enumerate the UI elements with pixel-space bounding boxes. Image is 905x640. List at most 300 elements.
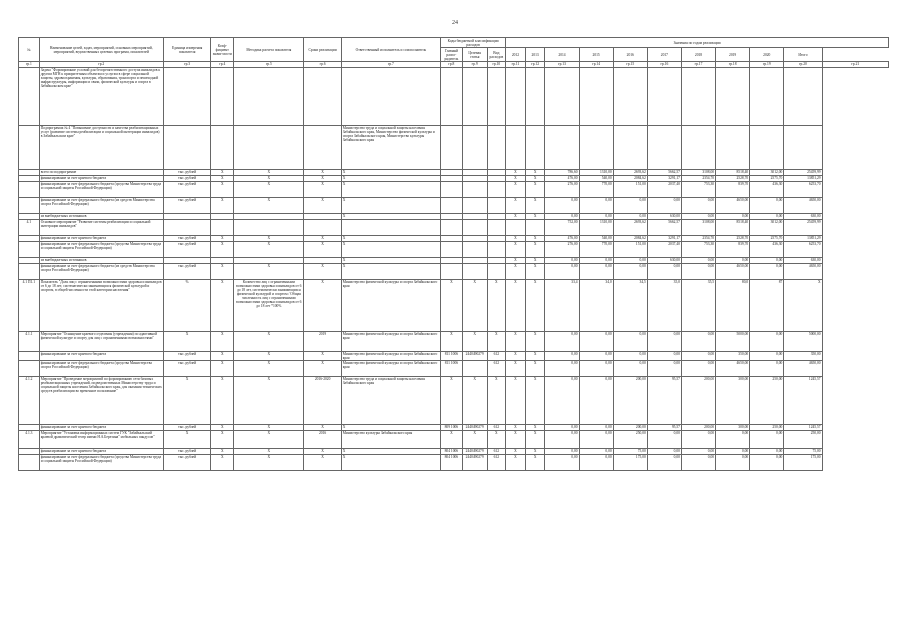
row-num bbox=[19, 455, 40, 471]
hdr-bc-type: Вид расходов bbox=[487, 48, 506, 62]
row-year-value: 3291,17 bbox=[647, 236, 681, 242]
row-name: финансирование за счет краевого бюджета bbox=[39, 449, 163, 455]
row-year-value: 0,00 bbox=[750, 264, 784, 280]
row-year-value: 0,00 bbox=[579, 214, 613, 220]
row-coef: X bbox=[211, 280, 234, 332]
row-total: X bbox=[784, 280, 822, 332]
row-unit: % bbox=[163, 280, 211, 332]
row-year-value: 0,00 bbox=[681, 264, 715, 280]
row-year-value bbox=[545, 126, 579, 170]
row-year-value: 0,00 bbox=[716, 258, 750, 264]
row-unit: тыс. рублей bbox=[163, 425, 211, 431]
row-unit: X bbox=[163, 377, 211, 425]
row-resp bbox=[341, 68, 440, 126]
row-year-value: X bbox=[506, 170, 526, 176]
table-row bbox=[19, 264, 889, 280]
row-coef bbox=[211, 126, 234, 170]
row-year-value: 0,00 bbox=[545, 425, 579, 431]
row-total: 630,00 bbox=[784, 214, 822, 220]
row-year-value bbox=[613, 126, 647, 170]
row-year-value: 0,00 bbox=[647, 449, 681, 455]
row-bc-section: 2440490279 bbox=[462, 352, 487, 361]
row-year-value: 300,00 bbox=[716, 377, 750, 425]
row-year-value: 0,00 bbox=[681, 455, 715, 471]
row-year-value: 5662,57 bbox=[647, 220, 681, 236]
row-year-value: 200,00 bbox=[613, 377, 647, 425]
row-year-value: 0,00 bbox=[545, 198, 579, 214]
hdr-coef: Коэф-фициент значи-мости bbox=[211, 38, 234, 62]
row-coef: X bbox=[211, 176, 234, 182]
hdr-year: 2020 bbox=[750, 48, 784, 62]
row-year-value: 0,00 bbox=[579, 449, 613, 455]
row-year-value: 770,00 bbox=[579, 182, 613, 198]
row-year-value: 5662,57 bbox=[647, 170, 681, 176]
table-row bbox=[19, 332, 889, 352]
row-num bbox=[19, 126, 40, 170]
row-coef: X bbox=[211, 352, 234, 361]
row-total: 1245,57 bbox=[784, 377, 822, 425]
row-year-value bbox=[579, 68, 613, 126]
row-year-value: X bbox=[506, 377, 526, 425]
row-year-value: 350,00 bbox=[716, 352, 750, 361]
row-bc-section bbox=[462, 264, 487, 280]
row-year-value: 0,00 bbox=[750, 449, 784, 455]
row-coef bbox=[211, 220, 234, 236]
row-name: финансирование за счет краевого бюджета bbox=[39, 176, 163, 182]
row-term: X bbox=[304, 264, 341, 280]
row-num: 4.1.1 bbox=[19, 332, 40, 352]
row-year-value: 0,00 bbox=[750, 361, 784, 377]
row-year-value: 0,00 bbox=[750, 352, 784, 361]
row-year-value bbox=[506, 220, 526, 236]
row-coef: X bbox=[211, 332, 234, 352]
row-total: 350,00 bbox=[784, 352, 822, 361]
row-year-value: 0,00 bbox=[647, 332, 681, 352]
row-num: 4.1 П1.1 bbox=[19, 280, 40, 332]
row-method: X bbox=[234, 176, 304, 182]
row-year-value bbox=[613, 68, 647, 126]
row-year-value: 0,00 bbox=[545, 352, 579, 361]
row-term: X bbox=[304, 198, 341, 214]
row-name: из внебюджетных источников bbox=[39, 258, 163, 264]
row-year-value: 0,00 bbox=[545, 264, 579, 280]
row-year-value: 0,00 bbox=[750, 258, 784, 264]
row-year-value: 175,00 bbox=[613, 455, 647, 471]
row-year-value: 0,00 bbox=[647, 455, 681, 471]
row-year-value bbox=[579, 126, 613, 170]
row-total: 5000,00 bbox=[784, 332, 822, 352]
row-year-value: 0,00 bbox=[545, 377, 579, 425]
row-year-value: 8518,40 bbox=[716, 220, 750, 236]
row-total: 6253,70 bbox=[784, 182, 822, 198]
row-year-value: 0,00 bbox=[750, 332, 784, 352]
row-year-value: 0,00 bbox=[647, 198, 681, 214]
page-number: 24 bbox=[452, 20, 458, 26]
row-year-value: X bbox=[506, 258, 526, 264]
row-year-value: 3291,17 bbox=[647, 176, 681, 182]
row-year-value: 0,00 bbox=[613, 361, 647, 377]
row-name: Мероприятие "Установка информационных систем ГУК "Забайкальский краевой драматический театр имени Н.А.Березина" мобильных пандусов" bbox=[39, 431, 163, 449]
row-year-value: X bbox=[525, 236, 545, 242]
row-total bbox=[784, 68, 822, 126]
hdr-term: Сроки реализации bbox=[304, 38, 341, 62]
row-method: X bbox=[234, 242, 304, 258]
row-year-value: X bbox=[506, 431, 526, 449]
row-year-value: 34,0 bbox=[579, 280, 613, 332]
row-total: 13851,29 bbox=[784, 236, 822, 242]
row-bc-section bbox=[462, 182, 487, 198]
row-year-value: X bbox=[525, 377, 545, 425]
row-year-value: X bbox=[525, 352, 545, 361]
row-year-value: 200,00 bbox=[681, 425, 715, 431]
row-num bbox=[19, 352, 40, 361]
row-num bbox=[19, 182, 40, 198]
row-unit: тыс. рублей bbox=[163, 352, 211, 361]
row-bc-section: X bbox=[462, 431, 487, 449]
row-resp: X bbox=[341, 182, 440, 198]
row-year-value: 3108,00 bbox=[681, 170, 715, 176]
hdr-year: 2014 bbox=[545, 48, 579, 62]
row-year-value: 3108,00 bbox=[681, 220, 715, 236]
row-name: Задача "Формирование условий для беспрепятственного доступа инвалидов к другим МГН к приоритетным объектам и услугам в сфере социальной защиты, здравоохранения, культуры, образования, транспорта и пешеходной инфраструктуры, информации и связи, физической культуры и спорта в Забайкальском крае" bbox=[39, 68, 163, 126]
row-bc-section: 2440490279 bbox=[462, 449, 487, 455]
row-num bbox=[19, 242, 40, 258]
row-total: 630,00 bbox=[784, 258, 822, 264]
row-unit bbox=[163, 220, 211, 236]
row-bc-type: X bbox=[487, 431, 506, 449]
row-year-value: 0,00 bbox=[613, 198, 647, 214]
row-method: X bbox=[234, 455, 304, 471]
row-year-value: 8518,40 bbox=[716, 170, 750, 176]
row-term: X bbox=[304, 455, 341, 471]
table-row bbox=[19, 220, 889, 236]
row-unit bbox=[163, 68, 211, 126]
row-year-value: 250,00 bbox=[750, 425, 784, 431]
row-year-value: 0,00 bbox=[545, 431, 579, 449]
row-bc-type: X bbox=[487, 280, 506, 332]
row-year-value: X bbox=[506, 332, 526, 352]
row-year-value: X bbox=[506, 214, 526, 220]
row-method: X bbox=[234, 236, 304, 242]
row-bc-type bbox=[487, 198, 506, 214]
row-year-value: 2354,70 bbox=[681, 236, 715, 242]
row-bc-section: 2440490279 bbox=[462, 455, 487, 471]
row-year-value: 0,00 bbox=[750, 214, 784, 220]
row-year-value: 1310,00 bbox=[579, 170, 613, 176]
row-bc-section bbox=[462, 220, 487, 236]
row-resp: Министерство культуры Забайкальского края bbox=[341, 431, 440, 449]
row-term: X bbox=[304, 236, 341, 242]
row-year-value: 2528,70 bbox=[716, 176, 750, 182]
row-term: X bbox=[304, 280, 341, 332]
row-year-value: 276,00 bbox=[545, 182, 579, 198]
row-bc-main: X bbox=[441, 332, 463, 352]
row-unit: тыс. рублей bbox=[163, 176, 211, 182]
row-unit: тыс. рублей bbox=[163, 198, 211, 214]
row-year-value: 0,00 bbox=[545, 449, 579, 455]
row-year-value: 0,00 bbox=[647, 264, 681, 280]
row-year-value: 0,00 bbox=[647, 361, 681, 377]
row-year-value: 0,00 bbox=[579, 198, 613, 214]
row-name: Основное мероприятие "Развитие системы реабилитации и социальной интеграции инвалидов" bbox=[39, 220, 163, 236]
row-method: X bbox=[234, 170, 304, 176]
row-bc-type bbox=[487, 220, 506, 236]
row-bc-type: X bbox=[487, 377, 506, 425]
hdr-budget-codes: Коды бюджетной классификации расходов bbox=[441, 38, 506, 48]
row-year-value: 0,00 bbox=[750, 431, 784, 449]
row-num: 4.1 bbox=[19, 220, 40, 236]
row-year-value: 2084,62 bbox=[613, 236, 647, 242]
row-year-value: X bbox=[506, 182, 526, 198]
row-bc-type bbox=[487, 264, 506, 280]
row-unit bbox=[163, 126, 211, 170]
row-year-value: 0,00 bbox=[545, 361, 579, 377]
row-term: X bbox=[304, 449, 341, 455]
hdr-year: 2013 bbox=[525, 48, 545, 62]
row-resp bbox=[341, 220, 440, 236]
row-name: финансирование за счет краевого бюджета bbox=[39, 236, 163, 242]
row-unit: тыс. рублей bbox=[163, 455, 211, 471]
row-resp: X bbox=[341, 264, 440, 280]
row-unit: тыс. рублей bbox=[163, 264, 211, 280]
row-year-value: 151,00 bbox=[613, 242, 647, 258]
row-year-value bbox=[681, 126, 715, 170]
row-year-value: X bbox=[506, 280, 526, 332]
row-bc-main bbox=[441, 126, 463, 170]
row-year-value bbox=[750, 126, 784, 170]
row-unit: тыс. рублей bbox=[163, 182, 211, 198]
row-year-value: 0,00 bbox=[579, 455, 613, 471]
row-resp: Министерство физической культуры и спорта Забайкальского края bbox=[341, 361, 440, 377]
row-year-value: 0,00 bbox=[681, 352, 715, 361]
row-year-value: 0,00 bbox=[613, 332, 647, 352]
row-year-value: 0,00 bbox=[647, 431, 681, 449]
row-total: 1245,57 bbox=[784, 425, 822, 431]
column-number-row: гр.1 гр.2 гр.3 гр.4 гр.5 гр.6 гр.7 гр.8 гр.9 гр.10 гр.11 гр.12 гр.13 гр.14 гр.15 гр.16 гр.17 гр.18 гр.19 гр.20 гр.21 bbox=[19, 62, 889, 68]
hdr-year: 2015 bbox=[579, 48, 613, 62]
row-year-value: X bbox=[506, 455, 526, 471]
row-year-value: X bbox=[506, 242, 526, 258]
row-resp: X bbox=[341, 236, 440, 242]
row-bc-main bbox=[441, 68, 463, 126]
row-year-value: X bbox=[525, 264, 545, 280]
row-term: X bbox=[304, 176, 341, 182]
row-year-value: 839,70 bbox=[716, 242, 750, 258]
row-resp: X bbox=[341, 242, 440, 258]
row-method: X bbox=[234, 264, 304, 280]
row-name: финансирование за счет федерального бюджета (из средств Министерства спорта Российской Федерации) bbox=[39, 264, 163, 280]
row-year-value: 35,0 bbox=[647, 280, 681, 332]
row-year-value: 540,00 bbox=[579, 236, 613, 242]
row-num bbox=[19, 361, 40, 377]
row-year-value: 4650,00 bbox=[716, 198, 750, 214]
row-unit: X bbox=[163, 431, 211, 449]
row-year-value: X bbox=[506, 264, 526, 280]
row-method: X bbox=[234, 352, 304, 361]
row-method: X bbox=[234, 425, 304, 431]
row-bc-type bbox=[487, 182, 506, 198]
row-total: 13851,29 bbox=[784, 176, 822, 182]
row-year-value: X bbox=[525, 449, 545, 455]
row-term: X bbox=[304, 361, 341, 377]
row-total bbox=[784, 126, 822, 170]
row-term: X bbox=[304, 352, 341, 361]
hdr-bc-main: Главный распо-рядитель bbox=[441, 48, 463, 62]
row-year-value: 0,00 bbox=[579, 352, 613, 361]
row-resp: Министерство физической культуры и спорта Забайкальского края bbox=[341, 280, 440, 332]
row-bc-section: X bbox=[462, 377, 487, 425]
row-coef: X bbox=[211, 242, 234, 258]
row-bc-type: 612 bbox=[487, 352, 506, 361]
row-year-value bbox=[506, 68, 526, 126]
hdr-num: № bbox=[19, 38, 40, 62]
hdr-method: Методика расчета показателя bbox=[234, 38, 304, 62]
row-bc-section bbox=[462, 361, 487, 377]
table-row bbox=[19, 242, 889, 258]
row-year-value: 0,00 bbox=[716, 431, 750, 449]
hdr-year: 2019 bbox=[716, 48, 750, 62]
row-year-value: 300,00 bbox=[716, 425, 750, 431]
row-year-value: 0,00 bbox=[681, 258, 715, 264]
row-year-value: 0,00 bbox=[545, 214, 579, 220]
row-name: Подпрограмма № 4 "Повышение доступности и качества реабилитационных услуг (развитие системы реабилитации и социальной интеграции инвалидов) в Забайкальском крае" bbox=[39, 126, 163, 170]
row-term: X bbox=[304, 170, 341, 176]
row-term: 2019 bbox=[304, 332, 341, 352]
row-resp: X bbox=[341, 214, 440, 220]
row-total: 250,00 bbox=[784, 431, 822, 449]
row-year-value: 0,00 bbox=[681, 431, 715, 449]
table-row bbox=[19, 68, 889, 126]
hdr-unit: Единица измерения показателя bbox=[163, 38, 211, 62]
row-name: финансирование за счет федерального бюджета (средства Министерства труда и социальной защиты Российской Федерации) bbox=[39, 455, 163, 471]
row-year-value: 80,0 bbox=[716, 280, 750, 332]
row-year-value: 436,30 bbox=[750, 182, 784, 198]
table-row bbox=[19, 126, 889, 170]
row-method: X bbox=[234, 449, 304, 455]
row-bc-main: 804 1006 bbox=[441, 449, 463, 455]
row-term: 2016 bbox=[304, 431, 341, 449]
table-row bbox=[19, 361, 889, 377]
row-year-value: 2693,62 bbox=[613, 220, 647, 236]
row-year-value: 2037,40 bbox=[647, 182, 681, 198]
row-year-value: 0,00 bbox=[716, 455, 750, 471]
row-coef: X bbox=[211, 236, 234, 242]
hdr-year: 2012 bbox=[506, 48, 526, 62]
row-num bbox=[19, 264, 40, 280]
row-year-value: 4650,00 bbox=[716, 264, 750, 280]
row-year-value bbox=[647, 126, 681, 170]
row-year-value: 200,00 bbox=[613, 425, 647, 431]
row-bc-type bbox=[487, 126, 506, 170]
row-year-value bbox=[525, 126, 545, 170]
row-year-value: 0,00 bbox=[579, 264, 613, 280]
row-year-value: 0,00 bbox=[681, 449, 715, 455]
row-year-value: 786,60 bbox=[545, 170, 579, 176]
row-name: финансирование за счет федерального бюджета (средства Министерства труда и социальной защиты Российской Федерации) bbox=[39, 242, 163, 258]
row-year-value bbox=[716, 68, 750, 126]
row-total: 4650,00 bbox=[784, 198, 822, 214]
row-total: 25459,99 bbox=[784, 220, 822, 236]
row-method: X bbox=[234, 198, 304, 214]
row-year-value: X bbox=[525, 455, 545, 471]
row-resp: Министерство физической культуры и спорта Забайкальского края bbox=[341, 352, 440, 361]
row-term bbox=[304, 126, 341, 170]
row-year-value: X bbox=[525, 431, 545, 449]
row-year-value: 2084,62 bbox=[613, 176, 647, 182]
row-name: всего по подпрограмме bbox=[39, 170, 163, 176]
table-row bbox=[19, 352, 889, 361]
row-year-value: 35,5 bbox=[681, 280, 715, 332]
row-method bbox=[234, 220, 304, 236]
row-num: 4.1.3 bbox=[19, 431, 40, 449]
row-bc-main: X bbox=[441, 431, 463, 449]
row-bc-section: 2440490279 bbox=[462, 425, 487, 431]
row-year-value: 540,00 bbox=[579, 176, 613, 182]
row-year-value: 2037,40 bbox=[647, 242, 681, 258]
row-coef bbox=[211, 68, 234, 126]
row-total: 4650,00 bbox=[784, 361, 822, 377]
row-name: финансирование за счет краевого бюджета bbox=[39, 425, 163, 431]
row-term bbox=[304, 220, 341, 236]
row-name: финансирование за счет федерального бюджета (средства Министерства спорта Российской Федерации) bbox=[39, 361, 163, 377]
row-term: 2016-2020 bbox=[304, 377, 341, 425]
row-total: 6253,70 bbox=[784, 242, 822, 258]
row-year-value bbox=[525, 68, 545, 126]
row-year-value: 0,00 bbox=[579, 332, 613, 352]
row-year-value: 3012,00 bbox=[750, 220, 784, 236]
row-year-value: X bbox=[525, 280, 545, 332]
row-year-value: 0,00 bbox=[647, 352, 681, 361]
row-year-value: 151,00 bbox=[613, 182, 647, 198]
row-year-value: X bbox=[525, 176, 545, 182]
table-row bbox=[19, 280, 889, 332]
row-bc-type: 612 bbox=[487, 425, 506, 431]
row-method: X bbox=[234, 431, 304, 449]
row-coef: X bbox=[211, 377, 234, 425]
row-coef: X bbox=[211, 198, 234, 214]
row-coef: X bbox=[211, 449, 234, 455]
row-year-value: X bbox=[525, 361, 545, 377]
row-bc-main bbox=[441, 264, 463, 280]
row-year-value: 2575,70 bbox=[750, 176, 784, 182]
row-num bbox=[19, 198, 40, 214]
row-resp: X bbox=[341, 170, 440, 176]
row-name: Мероприятие "Оснащение краевого отделения (учреждения) по адаптивной физической культуре и спорту для лиц с ограниченными возможностями" bbox=[39, 332, 163, 352]
row-num bbox=[19, 68, 40, 126]
row-year-value: 2354,70 bbox=[681, 176, 715, 182]
row-year-value: 2693,62 bbox=[613, 170, 647, 176]
row-year-value: 753,30 bbox=[681, 242, 715, 258]
row-year-value: 753,30 bbox=[681, 182, 715, 198]
hdr-year: 2018 bbox=[681, 48, 715, 62]
row-year-value: X bbox=[506, 198, 526, 214]
row-year-value bbox=[716, 126, 750, 170]
row-year-value: 276,00 bbox=[545, 242, 579, 258]
row-year-value: 476,00 bbox=[545, 236, 579, 242]
row-coef: X bbox=[211, 182, 234, 198]
row-year-value: 770,00 bbox=[579, 242, 613, 258]
row-unit: тыс. рублей bbox=[163, 242, 211, 258]
row-total: 175,00 bbox=[784, 455, 822, 471]
row-bc-type: 612 bbox=[487, 449, 506, 455]
row-unit: тыс. рублей bbox=[163, 361, 211, 377]
row-bc-type: 612 bbox=[487, 361, 506, 377]
table-row bbox=[19, 455, 889, 471]
row-resp: X bbox=[341, 449, 440, 455]
row-year-value: 0,00 bbox=[613, 264, 647, 280]
row-bc-main: 804 1006 bbox=[441, 455, 463, 471]
row-year-value bbox=[681, 68, 715, 126]
